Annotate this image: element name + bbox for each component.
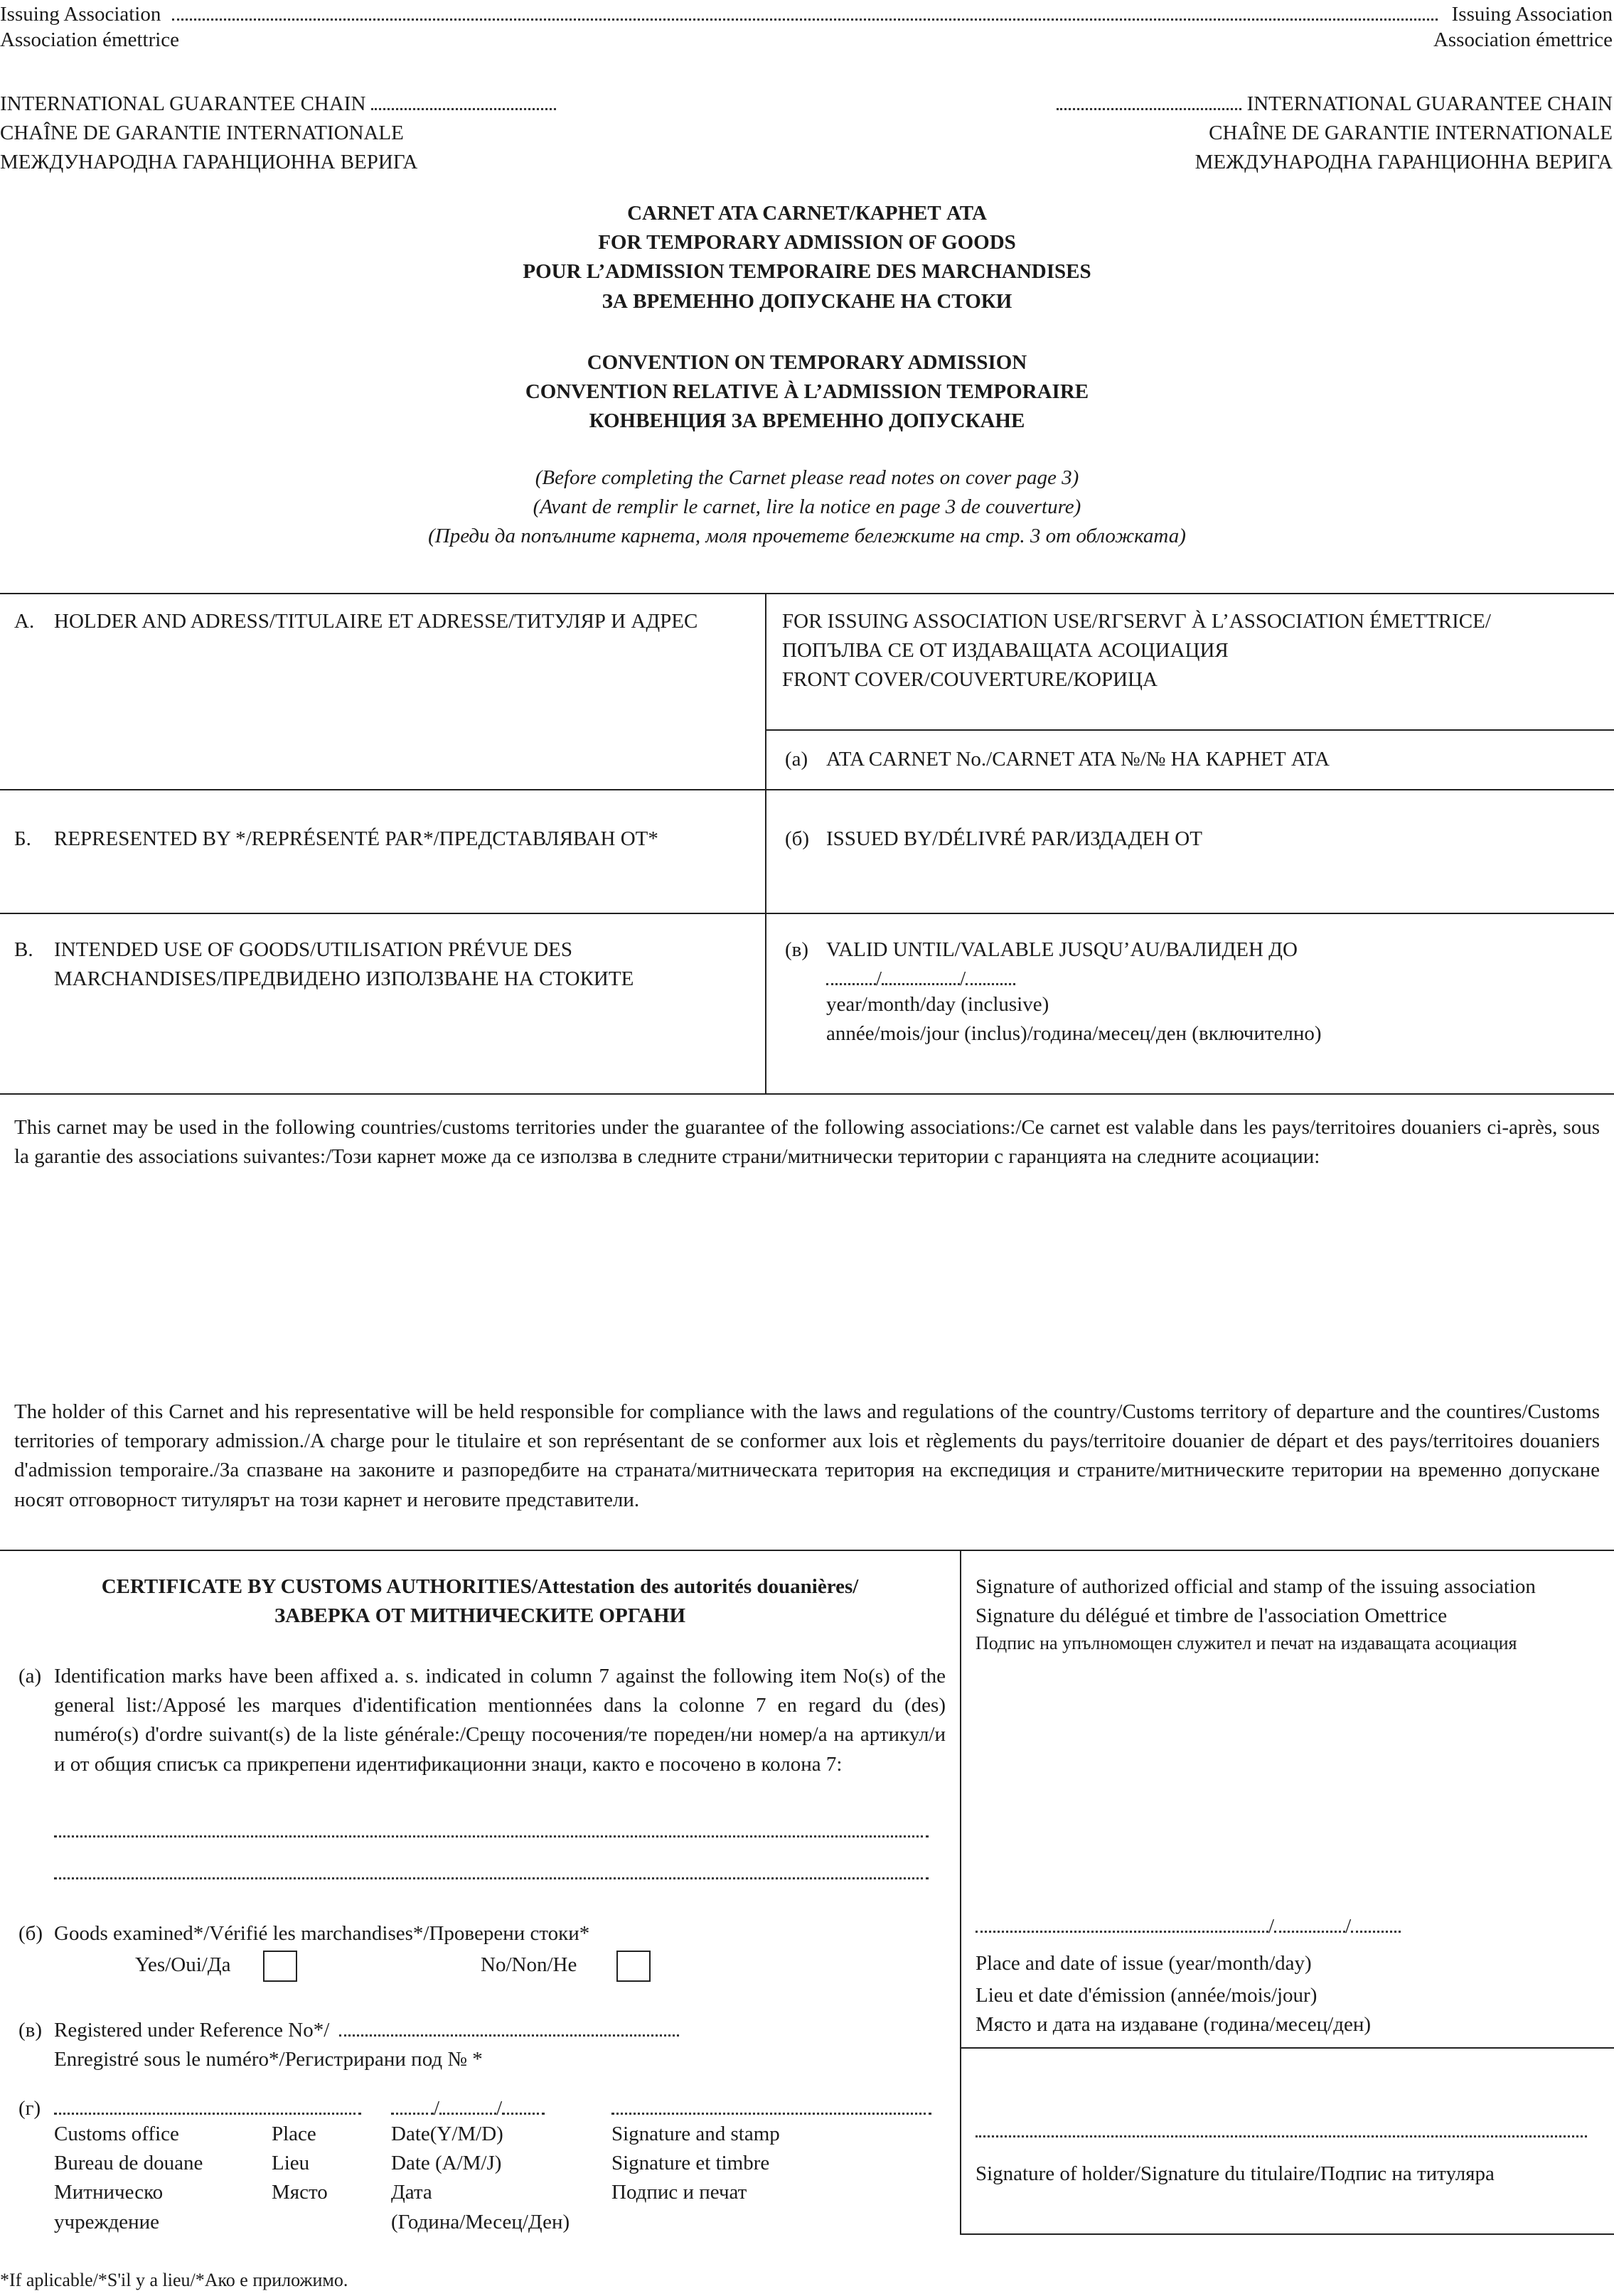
rv-letter: (в) [785,938,809,961]
grid-line-b [0,789,1614,790]
col2-line: Lieu [272,2152,310,2175]
issuing-signature-line: Signature du délégué et timbre de l'association Omettrice [976,1604,1448,1628]
col4-line: Подпис и печат [611,2181,747,2204]
intended-use-line: INTENDED USE OF GOODS/UTILISATION PRÉVUE DES [54,938,573,961]
left-chain-fr: CHAÎNE DE GARANTIE INTERNATIONALE [0,122,404,145]
cert-g-letter: (г) [18,2097,41,2120]
yes-checkbox[interactable] [263,1951,297,1982]
no-label: No/Non/Не [481,1953,577,1976]
date-issue-month-field[interactable] [1274,1915,1345,1933]
holder-address-field[interactable] [54,640,751,782]
certificate-title-line2: ЗАВЕРКА ОТ МИТНИЧЕСКИТЕ ОРГАНИ [274,1604,686,1628]
left-chain-en: INTERNATIONAL GUARANTEE CHAIN [0,92,366,115]
col3-line: Дата [391,2181,432,2204]
convention-line: КОНВЕНЦИЯ ЗА ВРЕМЕННО ДОПУСКАНЕ [589,409,1025,433]
cert-v-letter: (в) [18,2019,43,2042]
customs-office-label [54,2120,203,2237]
signature-stamp-label [611,2120,780,2208]
left-chain [0,90,556,178]
intended-use-label [54,935,634,994]
issuing-signature-area[interactable] [976,1656,1601,1898]
valid-until-block [826,935,1322,1049]
ra-letter: (a) [785,748,808,771]
date-label [391,2120,570,2237]
right-chain [1057,90,1613,178]
title-line: POUR L’ADMISSION TEMPORAIRE DES MARCHANDISES [523,260,1091,284]
right-chain-fr: CHAÎNE DE GARANTIE INTERNATIONALE [1209,122,1613,145]
holder-signature-label: Signature of holder/Signature du titulaire/Подпис на титуляра [976,2162,1495,2185]
col2-line: Place [272,2123,316,2145]
grid-center-line [765,593,766,1095]
countries-text: This carnet may be used in the following countries/customs territories under the guarantee of the following associations:/Ce carnet est valable dans les pays/territoires douaniers ci-après, sous la garantie des associations suivantes:/Този карнет може да се използва в следните страни/митнически територии с гаранцията на следните асоциации: [14,1116,1600,1169]
col1-line: Bureau de douane [54,2152,203,2175]
issuing-association-field[interactable] [172,3,1438,21]
col4-line: Signature et timbre [611,2152,770,2175]
customs-office-field[interactable] [54,2094,361,2123]
title-line: CARNET ATA CARNET/КАРНЕТ ATA [627,202,987,225]
convention-line: CONVENTION RELATIVE À L’ADMISSION TEMPORAIRE [525,380,1089,404]
cert-center-line [960,1550,961,2235]
registered-reference [54,2016,679,2074]
holder-signature-line[interactable] [976,2120,1587,2137]
col3-line: Date (A/M/J) [391,2152,502,2175]
left-issuing-label: Issuing Association [0,3,161,26]
place-label [272,2120,328,2208]
date-month-field[interactable] [439,2097,496,2115]
holder-responsibility-text: The holder of this Carnet and his representative will be held responsible for compliance with the laws and regulations of the country/Customs territory of departure and the countires/Customs territories of temporary admission./A charge pour le titulaire et son représentant de se conformer aux lois et règlements du pays/territoire douanier de départ et des pays/territoires douaniers d'admission temporaire./За спазване на законите и разпоредбите на страната/митническата територия на експедиция и страните/митническите територии на временно допускане носят отговорност титулярът на този карнет и неговите представители. [14,1400,1600,1511]
place-issue-field[interactable] [976,1915,1268,1933]
col2-line: Място [272,2181,328,2204]
signature-stamp-line[interactable] [611,2097,931,2115]
grid-line-issuing [765,729,1614,731]
identification-marks-text: Identification marks have been affixed a. s. indicated in column 7 against the following item No(s) of the general list:/Apposé les marques d'identification mentionnées dans la colonne 7 en regard du (des) numéro(s) d'ordre suivant(s) de la liste générale:/Срещу посочения/те пореден/ни номер/а на артикул/и и от общия списък са прикрепени идентификационни знаци, както е посочено в колона 7: [54,1665,946,1776]
right-chain-field[interactable] [1057,92,1241,110]
customs-office-line[interactable] [54,2097,361,2115]
place-date-line: Място и дата на издаване (година/месец/ден) [976,2013,1372,2037]
convention-line: CONVENTION ON TEMPORARY ADMISSION [587,351,1027,374]
certificate-title-line1: CERTIFICATE BY CUSTOMS AUTHORITIES/Attestation des autorités douanières/ [101,1575,859,1598]
a-letter: A. [14,610,35,633]
represented-by-label: REPRESENTED BY */REPRÉSENTÉ PAR*/ПРЕДСТАВЛЯВАН ОТ* [54,827,658,850]
right-issuing-label: Issuing Association [1451,3,1613,26]
left-chain-field[interactable] [371,92,556,110]
note-line: (Avant de remplir le carnet, lire la notice en page 3 de couverture) [533,495,1081,519]
no-checkbox[interactable] [616,1951,651,1982]
issuing-signature-label [976,1572,1536,1657]
signature-stamp-field[interactable] [611,2094,931,2123]
item-numbers-line[interactable] [54,1862,929,1879]
valid-until-label: VALID UNTIL/VALABLE JUSQU’AU/ВАЛИДЕН ДО [826,938,1298,961]
col3-line: Date(Y/M/D) [391,2123,503,2145]
reference-number-field[interactable] [339,2019,679,2037]
issuing-use-line: FRONT COVER/COUVERTURE/КОРИЦА [782,668,1158,692]
convention-block [0,348,1614,436]
left-issuing-association [0,0,1438,29]
registered-label-fr-bg: Enregistré sous le numéro*/Регистрирани под № * [54,2048,483,2071]
place-date-line: Lieu et date d'émission (année/mois/jour) [976,1984,1318,2007]
holder-sig-top-line [960,2047,1614,2049]
v-letter: В. [14,938,33,961]
col4-line: Signature and stamp [611,2123,780,2145]
col3-line: (Година/Месец/Ден) [391,2210,570,2233]
issuing-signature-line: Signature of authorized official and stamp of the issuing association [976,1575,1536,1598]
right-issuing-sub: Association émettrice [1433,28,1613,51]
right-chain-bg: МЕЖДУНАРОДНА ГАРАНЦИОННА ВЕРИГА [1195,151,1613,174]
valid-until-format-fr-bg: année/mois/jour (inclus)/година/месец/ден (включително) [826,1022,1322,1046]
goods-examined-label: Goods examined*/Vérifié les marchandises*/Проверени стоки* [54,1922,590,1945]
footnote: *If aplicable/*S'il y a lieu/*Ако е приложимо. [0,2270,348,2290]
left-issuing-sub: Association émettrice [0,28,180,51]
issuing-use-line: ПОПЪЛВА СЕ ОТ ИЗДАВАЩАТА АСОЦИАЦИЯ [782,639,1229,662]
countries-field[interactable] [14,1180,1600,1393]
goods-examined-no [481,1951,651,1982]
b-letter: Б. [14,827,31,850]
carnet-number-label: ATA CARNET No./CARNET ATA №/№ НА КАРНЕТ ATA [826,748,1330,771]
valid-year-field[interactable] [826,967,876,985]
certificate-title [0,1572,960,1631]
intended-use-line: MARCHANDISES/ПРЕДВИДЕНО ИЗПОЛЗВАНЕ НА СТОКИТЕ [54,967,634,991]
holder-signature-field[interactable] [976,2117,1587,2146]
place-date-line: Place and date of issue (year/month/day) [976,1952,1312,1975]
notes-block [0,463,1614,552]
grid-top-line [0,593,1614,594]
note-line: (Before completing the Carnet please read notes on cover page 3) [535,466,1079,489]
col1-line: учреждение [54,2210,160,2233]
left-chain-bg: МЕЖДУНАРОДНА ГАРАНЦИОННА ВЕРИГА [0,151,418,174]
issuing-use-line: FOR ISSUING ASSOCIATION USE/RΓSERVΓ À L’ASSOCIATION ÉMETTRICE/ [782,610,1491,633]
rb-letter: (б) [785,827,810,850]
registered-label: Registered under Reference No*/ [54,2019,330,2042]
right-chain-en: INTERNATIONAL GUARANTEE CHAIN [1246,92,1613,115]
grid-line-certificate [0,1550,1614,1551]
cert-a-letter: (a) [18,1665,42,1688]
valid-month-field[interactable] [882,967,960,985]
date-day-field[interactable] [502,2097,545,2115]
date-year-field[interactable] [391,2097,434,2115]
title-line: ЗА ВРЕМЕННО ДОПУСКАНЕ НА СТОКИ [602,289,1012,313]
title-line: FOR TEMPORARY ADMISSION OF GOODS [598,231,1016,254]
yes-label: Yes/Oui/Да [135,1953,231,1976]
date-issue-day-field[interactable] [1351,1915,1401,1933]
col1-line: Митническо [54,2181,164,2204]
note-line: (Преди да попълните карнета, моля прочетете бележките на стр. 3 от обложката) [428,525,1186,548]
issuing-signature-line: Подпис на упълномощен служител и печат на издаващата асоциация [976,1633,1517,1654]
item-numbers-field[interactable] [54,1817,929,1888]
holder-address-label: HOLDER AND ADRESS/TITULAIRE ET ADRESSE/ТИТУЛЯР И АДРЕС [54,610,698,633]
valid-day-field[interactable] [966,967,1015,985]
title-block [0,199,1614,316]
place-date-issue-label [976,1949,1371,2040]
cert-bottom-line [960,2233,1614,2235]
issuing-use-block [782,607,1491,695]
valid-until-format: year/month/day (inclusive) [826,993,1049,1016]
issued-by-label: ISSUED BY/DÉLIVRÉ PAR/ИЗДАДЕН ОТ [826,827,1202,850]
date-field[interactable]: / / [391,2094,545,2123]
grid-line-countries [0,1093,1614,1095]
goods-examined-yes [135,1951,297,1982]
col1-line: Customs office [54,2123,179,2145]
item-numbers-line[interactable] [54,1820,929,1838]
place-date-issue-field[interactable]: / / [976,1912,1401,1941]
valid-until-field[interactable]: / / [826,965,1322,990]
cert-b-letter: (б) [18,1922,43,1945]
grid-line-v [0,913,1614,914]
